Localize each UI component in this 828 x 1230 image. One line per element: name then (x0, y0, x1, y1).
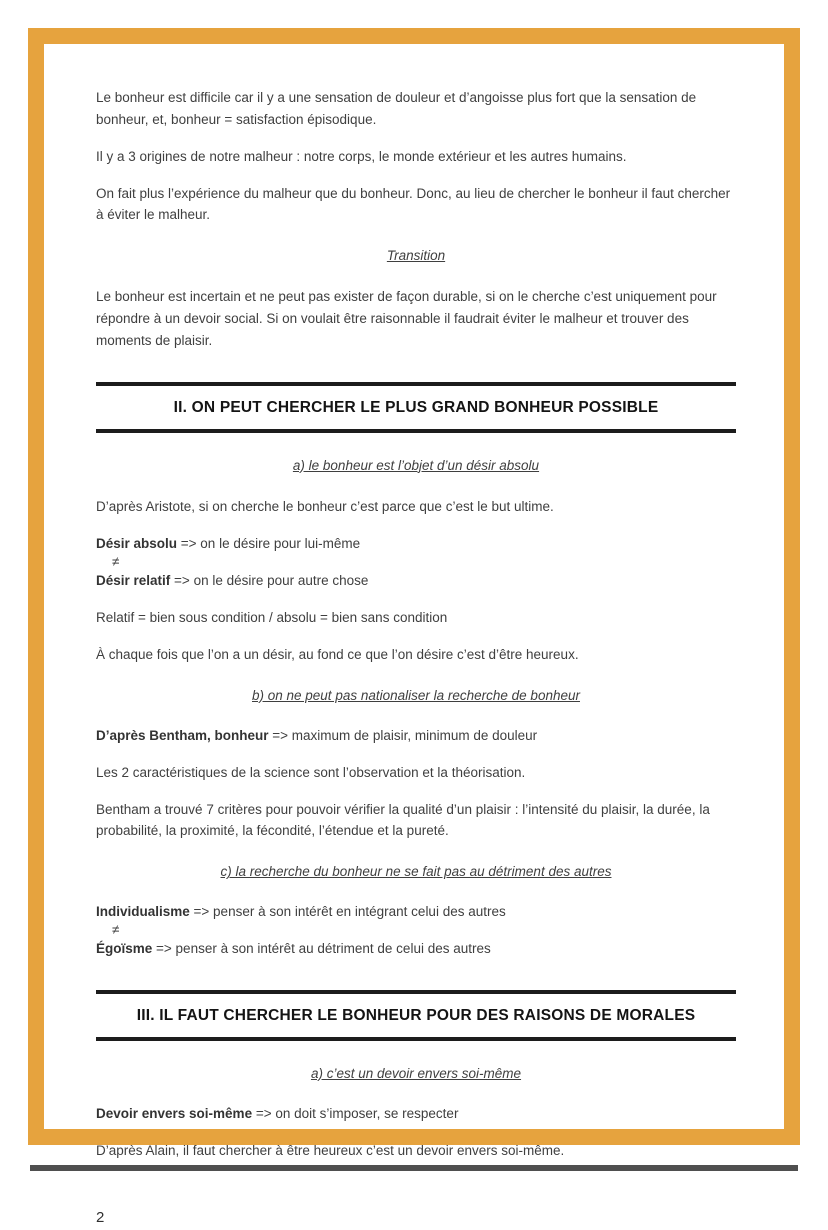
not-equal-symbol: ≠ (112, 553, 120, 569)
page-number: 2 (96, 1208, 105, 1226)
definition-egoisme (96, 939, 736, 959)
paragraph-bonheur-incertain: Le bonheur est incertain et ne peut pas exister de façon durable, si on le cherche c’est uniquement pour répondre à un devoir social. Si on voulait être raisonnable il faudrait éviter le malheur et trouver des moments de plaisir. (96, 289, 717, 348)
definition-desir-absolu (96, 534, 736, 554)
subsection-3a-heading: a) c’est un devoir envers soi-même (310, 1065, 522, 1081)
paragraph-relatif-absolu: Relatif = bien sous condition / absolu = bien sans condition (96, 609, 448, 625)
definition-term: Individualisme (96, 904, 190, 920)
next-page-edge (30, 1165, 798, 1171)
definition-desir-relatif (96, 571, 736, 591)
section-2-title: II. ON PEUT CHERCHER LE PLUS GRAND BONHEUR POSSIBLE (173, 398, 659, 416)
definition-bentham (96, 726, 736, 746)
definition-term: Devoir envers soi-même (96, 1105, 253, 1121)
definition-term: Désir relatif (96, 572, 171, 588)
paragraph-criteres: Bentham a trouvé 7 critères pour pouvoir vérifier la qualité d’un plaisir : l’intensité du plaisir, la durée, la probabilité, la proximité, la fécondité, l’étendue et la pureté. (96, 801, 710, 839)
definition-individualisme (96, 902, 736, 922)
definition-group-individualisme (96, 902, 736, 959)
section-2-heading (96, 382, 736, 433)
definition-text: => penser à son intérêt au détriment de celui des autres (152, 941, 491, 957)
not-equal-symbol: ≠ (112, 922, 120, 938)
definition-text: => on le désire pour lui-même (177, 535, 361, 551)
paragraph-chaque-desir: À chaque fois que l’on a un désir, au fond ce que l’on désire c’est d’être heureux. (96, 646, 579, 662)
subsection-2a-heading: a) le bonheur est l’objet d’un désir absolu (292, 457, 540, 473)
subsection-2c-heading: c) la recherche du bonheur ne se fait pas au détriment des autres (220, 864, 612, 880)
paragraph-experience-malheur: On fait plus l’expérience du malheur que du bonheur. Donc, au lieu de chercher le bonheur il faut chercher à éviter le malheur. (96, 185, 731, 223)
page-content (96, 72, 736, 1230)
definition-text: => on doit s’imposer, se respecter (252, 1105, 459, 1121)
definition-text: => penser à son intérêt en intégrant celui des autres (189, 904, 506, 920)
section-3-title: III. IL FAUT CHERCHER LE BONHEUR POUR DES RAISONS DE MORALES (136, 1006, 696, 1024)
subsection-2b-heading: b) on ne peut pas nationaliser la recherche de bonheur (252, 687, 580, 703)
paragraph-bonheur-difficile: Le bonheur est difficile car il y a une sensation de douleur et d’angoisse plus fort que la sensation de bonheur, et, bonheur = satisfaction épisodique. (96, 90, 697, 127)
definition-text: => on le désire pour autre chose (170, 572, 369, 588)
definition-group-desir (96, 534, 736, 591)
paragraph-science: Les 2 caractéristiques de la science sont l’observation et la théorisation. (96, 764, 526, 780)
definition-group-devoir (96, 1104, 736, 1124)
section-3-heading (96, 990, 736, 1041)
paragraph-origines-malheur: Il y a 3 origines de notre malheur : notre corps, le monde extérieur et les autres humains. (96, 148, 627, 164)
definition-term: D’après Bentham, bonheur (96, 727, 269, 743)
section-3-rule-bottom (96, 1037, 736, 1041)
transition-heading: Transition (386, 248, 446, 264)
section-2-rule-bottom (96, 429, 736, 433)
definition-devoir (96, 1104, 736, 1124)
definition-text: => maximum de plaisir, minimum de douleur (268, 727, 538, 743)
definition-group-bentham (96, 726, 736, 746)
definition-term: Désir absolu (96, 535, 178, 551)
paragraph-aristote: D’après Aristote, si on cherche le bonheur c’est parce que c’est le but ultime. (96, 498, 554, 514)
definition-term: Égoïsme (96, 941, 153, 957)
paragraph-alain: D’après Alain, il faut chercher à être heureux c’est un devoir envers soi-même. (96, 1142, 565, 1158)
